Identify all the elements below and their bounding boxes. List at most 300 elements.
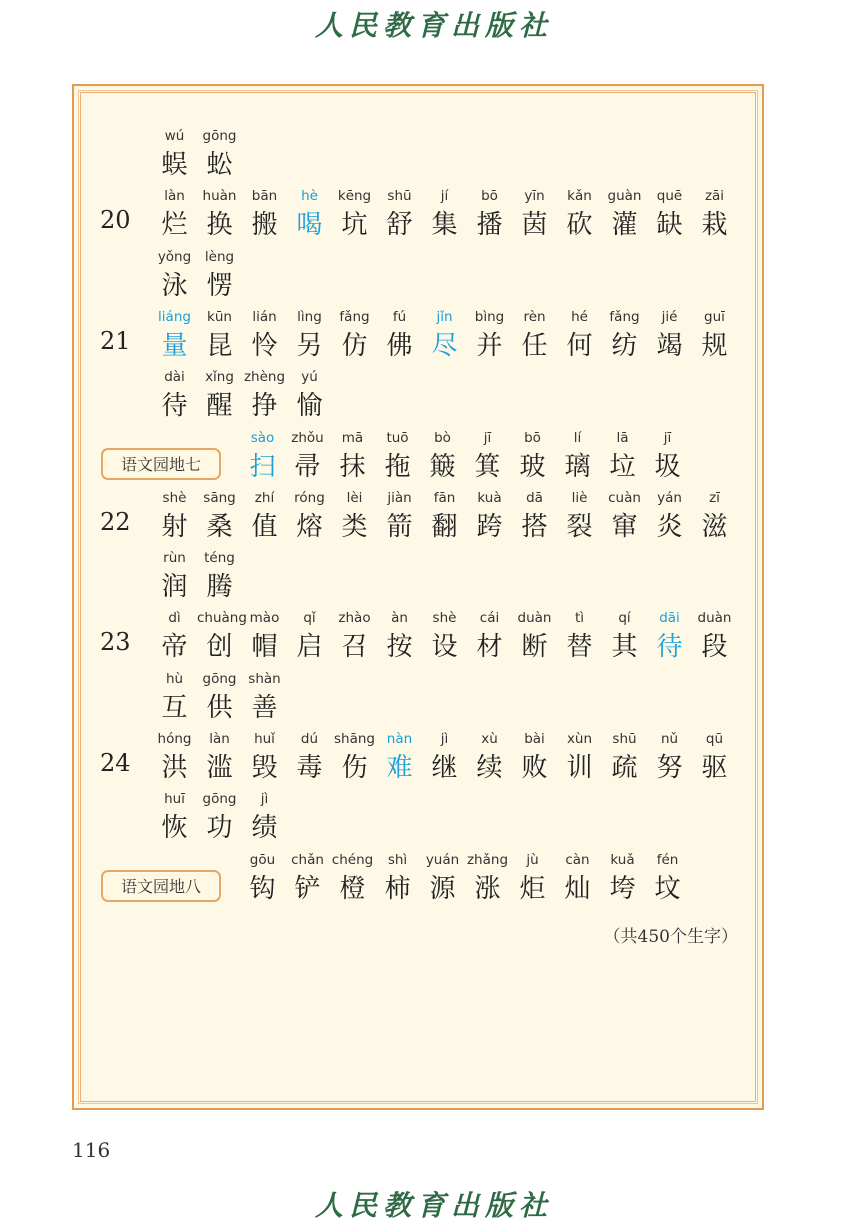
pinyin: xǐng [205, 369, 234, 386]
hanzi: 璃 [564, 451, 591, 482]
character-cell [197, 367, 242, 424]
hanzi: 竭 [656, 330, 683, 361]
hanzi: 训 [566, 753, 593, 783]
pinyin: bò [434, 429, 451, 446]
hanzi: 愣 [206, 270, 233, 301]
hanzi: 润 [161, 572, 188, 603]
hanzi: 值 [251, 511, 278, 542]
pinyin: dú [300, 731, 319, 747]
hanzi: 续 [476, 753, 503, 783]
character-cell [510, 850, 555, 907]
hanzi: 伤 [341, 753, 368, 783]
character-cell [375, 850, 420, 907]
character-cell [602, 186, 647, 243]
pinyin: jù [526, 851, 539, 868]
character-cell [420, 428, 465, 485]
character-cell [377, 488, 422, 545]
character-cell [512, 488, 557, 545]
hanzi: 纺 [611, 330, 638, 361]
pinyin: shè [162, 489, 187, 506]
hanzi: 搭 [521, 511, 548, 542]
pinyin: zhèng [243, 369, 286, 386]
character-cell [467, 488, 512, 545]
character-cell [557, 186, 602, 243]
pinyin: gōng [202, 670, 237, 687]
hanzi: 毒 [296, 753, 323, 783]
character-cell [375, 428, 420, 485]
pinyin: zhào [338, 610, 371, 627]
character-cell [287, 608, 332, 665]
character-cell [197, 126, 242, 183]
character-cell [287, 488, 332, 545]
hanzi: 烂 [161, 210, 188, 241]
pinyin: jī [483, 429, 492, 446]
pinyin: lián [252, 308, 277, 325]
pinyin: fǎng [339, 308, 370, 325]
pinyin: dāi [659, 610, 680, 627]
character-cell [467, 186, 512, 243]
hanzi: 启 [296, 632, 323, 663]
page-number: 116 [72, 1138, 111, 1162]
pinyin: zī [709, 489, 720, 506]
pinyin: jǐn [436, 308, 453, 325]
character-cell [467, 608, 512, 665]
character-cell [377, 186, 422, 243]
lesson-number: 21 [100, 326, 131, 355]
pinyin: liè [571, 489, 588, 506]
hanzi: 集 [431, 210, 458, 241]
pinyin: sào [250, 429, 275, 446]
character-cell [602, 729, 647, 786]
pinyin: lìng [297, 308, 322, 325]
character-cell [377, 608, 422, 665]
character-cell [152, 789, 197, 846]
pinyin: quē [656, 188, 683, 205]
hanzi: 待 [161, 391, 188, 422]
hanzi: 砍 [566, 210, 593, 241]
character-cell [287, 186, 332, 243]
hanzi: 驱 [701, 753, 728, 783]
hanzi: 互 [161, 692, 188, 723]
character-cell [692, 729, 737, 786]
hanzi: 断 [521, 632, 548, 663]
pinyin: bài [524, 731, 545, 747]
pinyin: dì [168, 610, 181, 627]
character-cell [242, 488, 287, 545]
publisher-logo-bottom: 人民教育出版社 [314, 1189, 553, 1222]
hanzi: 灿 [564, 873, 591, 904]
pinyin: kēng [337, 188, 372, 205]
hanzi: 挣 [251, 391, 278, 422]
character-cell [692, 186, 737, 243]
hanzi: 任 [521, 330, 548, 361]
pinyin: chuàng [197, 610, 247, 627]
hanzi: 拖 [384, 451, 411, 482]
pinyin: kūn [207, 308, 232, 325]
hanzi: 窜 [611, 511, 638, 542]
hanzi: 橙 [339, 873, 366, 904]
pinyin: nǔ [660, 731, 679, 747]
hanzi: 帚 [294, 451, 321, 482]
character-cell [287, 307, 332, 364]
hanzi: 帽 [251, 632, 278, 663]
pinyin: shū [612, 731, 637, 747]
hanzi: 尽 [431, 330, 458, 361]
pinyin: lèi [346, 489, 363, 506]
character-cell [285, 428, 330, 485]
character-cell [152, 488, 197, 545]
pinyin: gōu [249, 851, 276, 868]
character-cell [465, 428, 510, 485]
pinyin: yīn [524, 188, 545, 205]
pinyin: qū [705, 731, 724, 747]
pinyin: yú [301, 369, 318, 386]
pinyin: fǎng [609, 308, 640, 325]
pinyin: càn [565, 851, 590, 868]
hanzi: 善 [251, 692, 278, 723]
pinyin: bān [251, 188, 278, 205]
pinyin: cuàn [608, 489, 641, 506]
character-cell [152, 247, 197, 304]
hanzi: 量 [161, 330, 188, 361]
hanzi: 昆 [206, 330, 233, 361]
character-cell [242, 669, 287, 726]
pinyin: làn [209, 731, 230, 747]
hanzi: 规 [701, 330, 728, 361]
hanzi: 滥 [206, 753, 233, 783]
pinyin: tì [574, 610, 585, 627]
hanzi: 舒 [386, 210, 413, 241]
pinyin: kǎn [567, 188, 592, 205]
hanzi: 熔 [296, 511, 323, 542]
character-cell [197, 669, 242, 726]
pinyin: hé [571, 308, 588, 325]
pinyin: rèn [523, 308, 546, 325]
character-cell [557, 488, 602, 545]
hanzi: 洪 [161, 753, 188, 783]
pinyin: jié [661, 308, 678, 325]
hanzi: 醒 [206, 391, 233, 422]
character-cell [242, 729, 287, 786]
pinyin: shāng [334, 731, 375, 747]
hanzi: 绩 [251, 813, 278, 844]
character-cell [332, 186, 377, 243]
character-cell [287, 367, 332, 424]
hanzi: 播 [476, 210, 503, 241]
pinyin: hè [301, 188, 318, 205]
pinyin: jì [440, 731, 449, 747]
pinyin: wú [164, 128, 185, 144]
pinyin: zhí [254, 489, 275, 506]
hanzi: 按 [386, 632, 413, 663]
pinyin: lí [573, 429, 582, 446]
hanzi: 继 [431, 753, 458, 783]
character-cell [242, 186, 287, 243]
hanzi: 涨 [474, 873, 501, 904]
lesson-number: 20 [100, 206, 131, 235]
character-cell [647, 488, 692, 545]
character-cell [152, 729, 197, 786]
hanzi: 射 [161, 511, 188, 542]
pinyin: huī [164, 791, 185, 808]
character-cell [600, 428, 645, 485]
character-cell [647, 608, 692, 665]
hanzi: 并 [476, 330, 503, 361]
character-cell [557, 729, 602, 786]
pinyin: huàn [202, 188, 237, 205]
character-cell [332, 729, 377, 786]
pinyin: rùn [163, 550, 186, 567]
hanzi: 另 [296, 330, 323, 361]
character-cell [422, 488, 467, 545]
character-cell [647, 186, 692, 243]
pinyin: dā [526, 489, 543, 506]
pinyin: làn [164, 188, 185, 205]
character-cell [555, 428, 600, 485]
character-cell [332, 488, 377, 545]
character-cell [555, 850, 600, 907]
character-cell [512, 729, 557, 786]
character-cell [467, 307, 512, 364]
character-cell [602, 488, 647, 545]
pinyin: fú [392, 308, 407, 325]
character-cell [692, 608, 737, 665]
character-cell [330, 850, 375, 907]
hanzi: 待 [656, 632, 683, 663]
hanzi: 箭 [386, 511, 413, 542]
character-cell [285, 850, 330, 907]
character-cell [197, 247, 242, 304]
chinese-garden-label: 语文园地七 [101, 448, 221, 480]
hanzi: 何 [566, 330, 593, 361]
character-cell [197, 548, 242, 605]
character-cell [512, 608, 557, 665]
character-cell [152, 367, 197, 424]
hanzi: 炬 [519, 873, 546, 904]
pinyin: fān [433, 489, 456, 506]
hanzi: 腾 [206, 572, 233, 603]
pinyin: jiàn [387, 489, 412, 506]
pinyin: duàn [517, 610, 552, 627]
pinyin: bō [524, 429, 541, 446]
hanzi: 栽 [701, 210, 728, 241]
character-cell [512, 186, 557, 243]
pinyin: huǐ [254, 731, 275, 747]
character-cell [152, 126, 197, 183]
hanzi: 恢 [161, 813, 188, 844]
character-cell [242, 367, 287, 424]
pinyin: chǎn [291, 851, 324, 868]
character-cell [332, 307, 377, 364]
hanzi: 圾 [654, 451, 681, 482]
character-cell [197, 789, 242, 846]
hanzi: 源 [429, 873, 456, 904]
pinyin: shè [432, 610, 457, 627]
pinyin: xùn [566, 731, 593, 747]
character-cell [152, 548, 197, 605]
pinyin: lèng [204, 248, 235, 265]
character-cell [152, 307, 197, 364]
hanzi: 翻 [431, 511, 458, 542]
hanzi: 替 [566, 632, 593, 663]
hanzi: 灌 [611, 210, 638, 241]
pinyin: qí [618, 610, 631, 627]
pinyin: jì [260, 791, 269, 808]
hanzi: 材 [476, 632, 503, 663]
character-cell [647, 307, 692, 364]
pinyin: fén [656, 851, 679, 868]
hanzi: 蜈 [161, 150, 188, 180]
hanzi: 创 [206, 632, 233, 663]
pinyin: róng [294, 489, 325, 506]
hanzi: 泳 [161, 270, 188, 301]
pinyin: téng [204, 550, 235, 567]
hanzi: 愉 [296, 391, 323, 422]
pinyin: yuán [425, 851, 460, 868]
hanzi: 垃 [609, 451, 636, 482]
hanzi: 设 [431, 632, 458, 663]
character-cell [152, 186, 197, 243]
hanzi: 钩 [249, 873, 276, 904]
hanzi: 抹 [339, 451, 366, 482]
pinyin: hóng [157, 731, 192, 747]
hanzi: 佛 [386, 330, 413, 361]
character-cell [197, 488, 242, 545]
pinyin: liáng [158, 308, 191, 325]
character-cell [197, 307, 242, 364]
pinyin: guàn [607, 188, 642, 205]
pinyin: bō [481, 188, 498, 205]
pinyin: lā [616, 429, 629, 446]
pinyin: mào [249, 610, 280, 627]
character-cell [557, 608, 602, 665]
hanzi: 召 [341, 632, 368, 663]
character-cell [422, 608, 467, 665]
character-cell [647, 729, 692, 786]
pinyin: kuǎ [610, 851, 635, 868]
pinyin: bìng [474, 308, 505, 325]
pinyin: qǐ [303, 610, 316, 627]
hanzi: 怜 [251, 330, 278, 361]
chinese-garden-label: 语文园地八 [101, 870, 221, 902]
hanzi: 滋 [701, 511, 728, 542]
pinyin: yán [657, 489, 682, 506]
character-cell [242, 608, 287, 665]
pinyin: xù [481, 731, 498, 747]
hanzi: 其 [611, 632, 638, 663]
pinyin: gōng [202, 128, 237, 144]
pinyin: shì [387, 851, 408, 868]
character-cell [240, 850, 285, 907]
character-cell [287, 729, 332, 786]
character-cell [330, 428, 375, 485]
character-cell [332, 608, 377, 665]
pinyin: shàn [248, 670, 281, 687]
hanzi: 难 [386, 753, 413, 783]
hanzi: 段 [701, 632, 728, 663]
pinyin: zāi [704, 188, 725, 205]
character-cell [377, 729, 422, 786]
hanzi: 坑 [341, 210, 368, 241]
hanzi: 仿 [341, 330, 368, 361]
hanzi: 铲 [294, 873, 321, 904]
pinyin: cái [479, 610, 500, 627]
lesson-number: 24 [100, 749, 131, 777]
pinyin: gōng [202, 791, 237, 808]
pinyin: shū [387, 188, 412, 205]
pinyin: jí [440, 188, 449, 205]
hanzi: 箕 [474, 451, 501, 482]
pinyin: kuà [477, 489, 502, 506]
hanzi: 坟 [654, 873, 681, 904]
pinyin: hù [165, 670, 184, 687]
character-cell [645, 428, 690, 485]
pinyin: zhǒu [291, 429, 324, 446]
character-cell [645, 850, 690, 907]
character-cell [197, 608, 247, 665]
pinyin: àn [391, 610, 408, 627]
hanzi: 柿 [384, 873, 411, 904]
hanzi: 跨 [476, 511, 503, 542]
hanzi: 裂 [566, 511, 593, 542]
character-cell [557, 307, 602, 364]
hanzi: 类 [341, 511, 368, 542]
hanzi: 桑 [206, 511, 233, 542]
hanzi: 缺 [656, 210, 683, 241]
hanzi: 喝 [296, 210, 323, 241]
hanzi: 搬 [251, 210, 278, 241]
character-cell [420, 850, 465, 907]
publisher-logo-top: 人民教育出版社 [314, 9, 553, 42]
character-cell [242, 789, 287, 846]
hanzi: 垮 [609, 873, 636, 904]
pinyin: yǒng [157, 248, 192, 265]
hanzi: 扫 [249, 451, 276, 482]
character-cell [465, 850, 510, 907]
hanzi: 簸 [429, 451, 456, 482]
hanzi: 功 [206, 813, 233, 844]
hanzi: 玻 [519, 451, 546, 482]
character-cell [197, 729, 242, 786]
character-cell [240, 428, 285, 485]
character-cell [467, 729, 512, 786]
character-cell [152, 669, 197, 726]
pinyin: tuō [386, 429, 409, 446]
lesson-number: 22 [100, 507, 131, 536]
hanzi: 蚣 [206, 150, 233, 180]
character-cell [600, 850, 645, 907]
character-cell [602, 608, 647, 665]
character-cell [692, 488, 737, 545]
hanzi: 换 [206, 210, 233, 241]
pinyin: nàn [386, 731, 413, 747]
pinyin: zhǎng [466, 851, 509, 868]
character-cell [197, 186, 242, 243]
pinyin: chéng [331, 851, 374, 868]
pinyin: duàn [697, 610, 732, 627]
pinyin: sāng [203, 489, 236, 506]
character-cell [512, 307, 557, 364]
hanzi: 茵 [521, 210, 548, 241]
hanzi: 努 [656, 753, 683, 783]
pinyin: guī [704, 308, 725, 325]
character-cell [510, 428, 555, 485]
character-cell [602, 307, 647, 364]
hanzi: 败 [521, 753, 548, 783]
character-cell [422, 307, 467, 364]
hanzi: 毁 [251, 753, 278, 783]
pinyin: jī [663, 429, 672, 446]
